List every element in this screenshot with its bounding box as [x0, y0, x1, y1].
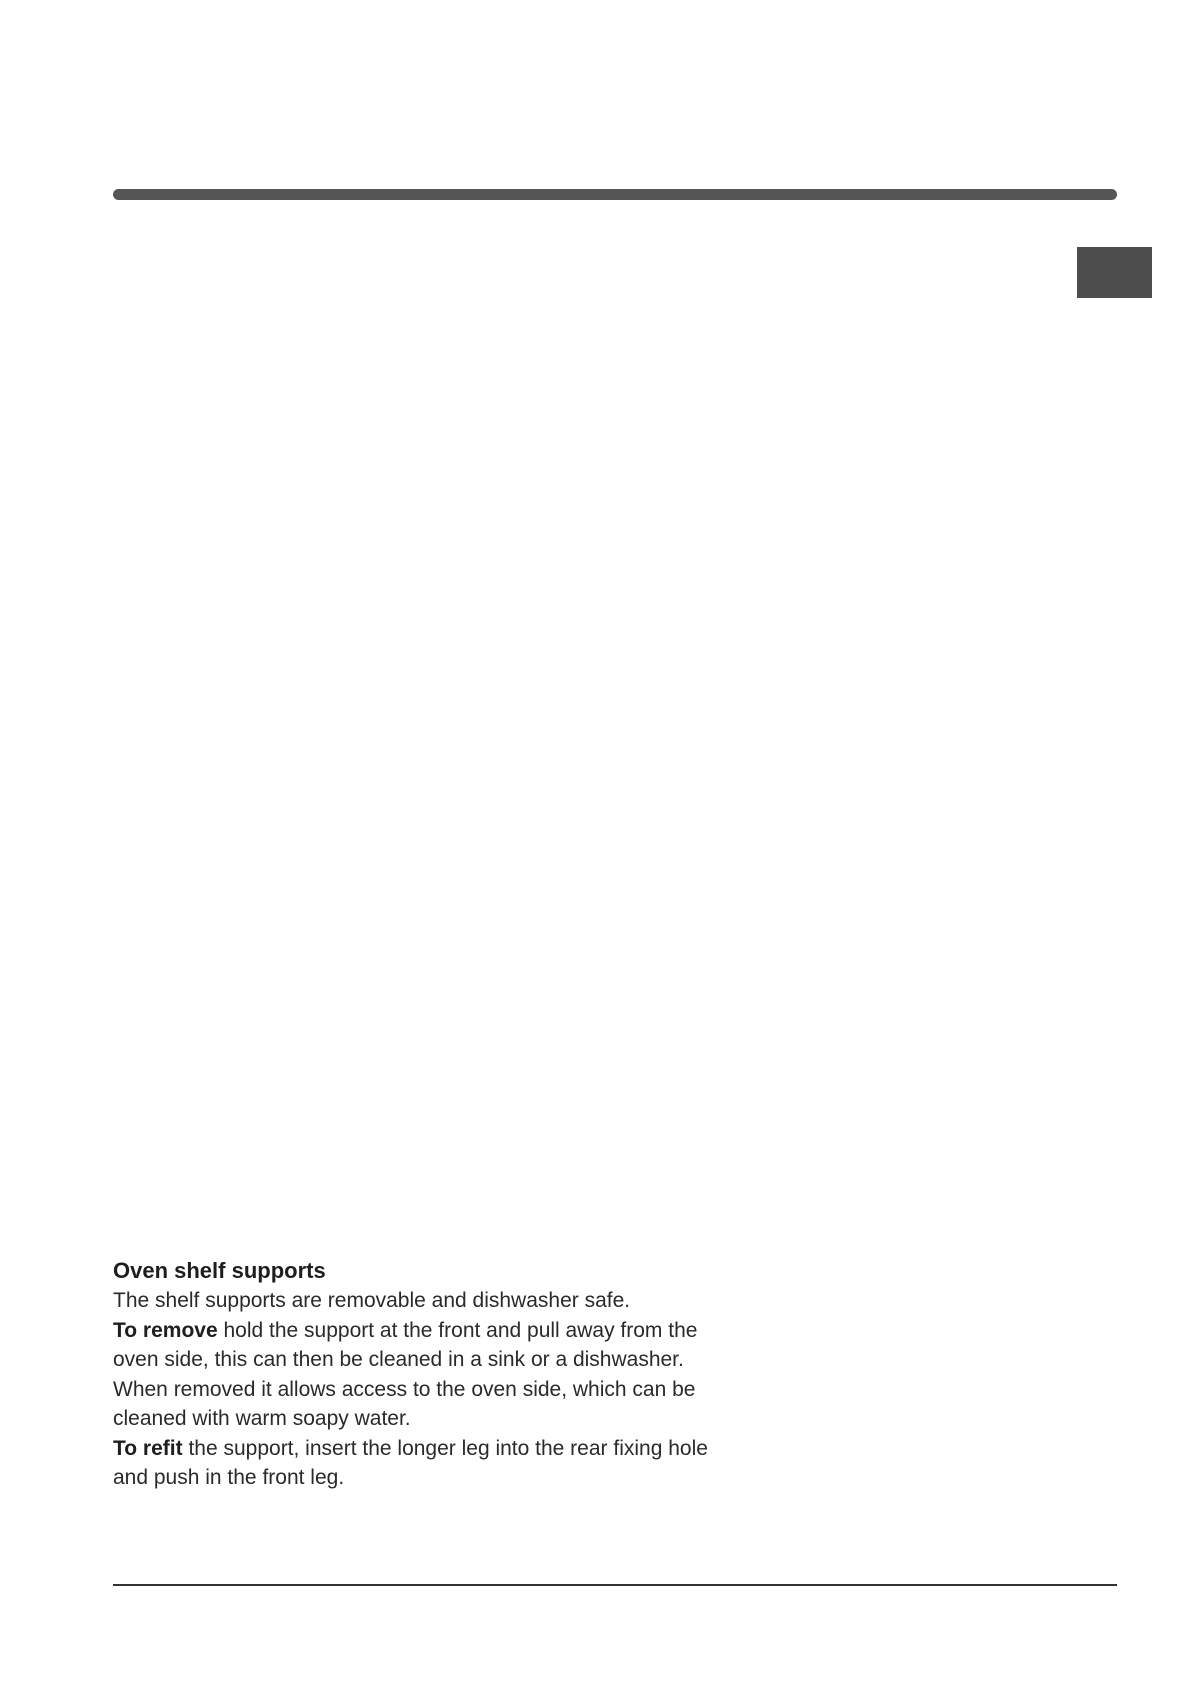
intro-paragraph: The shelf supports are removable and dishwasher safe.	[113, 1289, 631, 1312]
refit-label: To refit	[113, 1436, 183, 1460]
remove-text: hold the support at the front and pull away from the oven side, this can then be cleaned in a sink or a dishwasher.	[113, 1318, 698, 1371]
footer-rule	[113, 1584, 1117, 1586]
header-rule	[113, 189, 1117, 200]
refit-text: the support, insert the longer leg into the rear fixing hole and push in the front leg.	[113, 1436, 708, 1489]
refit-paragraph	[113, 1434, 713, 1493]
remove-paragraph	[113, 1316, 713, 1375]
language-tab-marker	[1077, 247, 1152, 298]
oven-shelf-supports-section	[113, 1256, 713, 1493]
access-paragraph: When removed it allows access to the oven side, which can be cleaned with warm soapy water.	[113, 1377, 696, 1430]
section-heading: Oven shelf supports	[113, 1258, 326, 1283]
remove-label: To remove	[113, 1318, 218, 1342]
